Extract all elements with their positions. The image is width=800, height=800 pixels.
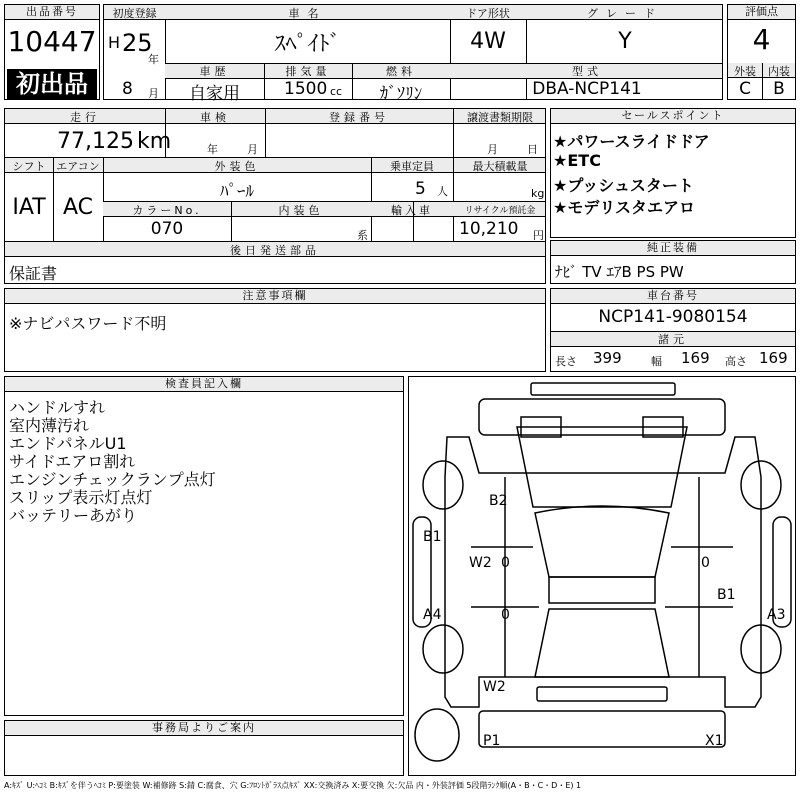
lot-number-label: 出品番号 bbox=[5, 5, 99, 20]
capacity-unit: 人 bbox=[437, 185, 448, 198]
interior-label: 内装 bbox=[768, 65, 790, 78]
inspector-note: スリップ表示灯点灯 bbox=[9, 488, 153, 507]
mark-zero: 0 bbox=[701, 555, 710, 571]
shift-label: シフト bbox=[12, 160, 46, 173]
selling-point: ★モデリスタエアロ bbox=[553, 198, 696, 217]
wheel-front-left-shape bbox=[423, 461, 463, 509]
front-panel-shape bbox=[479, 399, 725, 435]
mileage-label: 走行 bbox=[70, 111, 100, 124]
chassis-number: NCP141-9080154 bbox=[598, 307, 748, 327]
inspector-note: エンジンチェックランプ点灯 bbox=[9, 470, 216, 489]
shift: IAT bbox=[12, 195, 46, 220]
selling-points-box bbox=[550, 108, 796, 238]
windshield-shape bbox=[535, 506, 669, 577]
length-value: 399 bbox=[593, 349, 622, 367]
height-label: 高さ bbox=[725, 355, 747, 368]
inspection-year-unit: 年 bbox=[207, 143, 218, 156]
selling-point: ★パワースライドドア bbox=[553, 132, 710, 151]
mark-w2-front: W2 bbox=[469, 555, 492, 571]
displacement-unit: cc bbox=[330, 85, 343, 98]
rear-bumper-shape bbox=[537, 687, 667, 701]
load-label: 最大積載量 bbox=[472, 160, 528, 173]
first-reg-label: 初度登録 bbox=[112, 7, 157, 20]
car-name-label: 車名 bbox=[288, 7, 327, 20]
recycle-label: リサイクル預託金 bbox=[464, 206, 536, 216]
model-code: DBA-NCP141 bbox=[532, 79, 642, 99]
later-parts-label: 後日発送部品 bbox=[230, 244, 320, 257]
equipment-items: ﾅﾋﾞ TV ｴｱB PS PW bbox=[555, 263, 684, 281]
mark-a3: A3 bbox=[767, 607, 786, 623]
grade-label: グレード bbox=[587, 7, 663, 20]
legend: A:ｷｽﾞ U:ﾍｺﾐ B:ｷｽﾞを伴うﾍｺﾐ P:要塗装 W:補修跡 S:錆 C:腐食、穴 G:ﾌﾛﾝﾄｶﾞﾗｽ点ｷｽﾞ XX:交換済み X:要交換 欠:欠品 内・外装評価 5段階ﾗﾝｸ順(A・B・C・D・E) 1 bbox=[4, 781, 582, 790]
mark-a4: A4 bbox=[423, 607, 442, 623]
ac-label: エアコン bbox=[56, 160, 100, 173]
inspector-note: ハンドルすれ bbox=[9, 398, 106, 417]
import-label: 輸入車 bbox=[391, 204, 433, 217]
color-number: 070 bbox=[150, 219, 184, 239]
selling-point: ★ETC bbox=[553, 151, 601, 170]
inspector-note: バッテリーあがり bbox=[9, 506, 138, 525]
door-label: ドア形状 bbox=[466, 7, 510, 20]
air-conditioner: AC bbox=[62, 195, 94, 220]
inspection-month-unit: 月 bbox=[247, 143, 258, 156]
car-outline-diagram bbox=[409, 377, 795, 775]
reg-month: 8 bbox=[122, 79, 133, 99]
interior-color-label: 内装色 bbox=[278, 204, 324, 217]
selling-points-label: セールスポイント bbox=[551, 109, 795, 124]
color-label: 外装色 bbox=[214, 160, 260, 173]
office-box bbox=[4, 720, 404, 776]
inspector-label: 検査員記入欄 bbox=[5, 377, 403, 392]
dims-label: 諸元 bbox=[658, 333, 688, 346]
overall-score: 4 bbox=[752, 23, 771, 56]
body-outline-shape bbox=[445, 437, 761, 707]
exterior-label: 外装 bbox=[734, 65, 756, 78]
interior-score: B bbox=[773, 79, 785, 99]
displacement: 1500 bbox=[284, 79, 328, 99]
rear-panel-shape bbox=[479, 711, 725, 747]
inspector-note: 室内薄汚れ bbox=[9, 416, 90, 435]
vehicle-info-box bbox=[103, 4, 723, 104]
mark-zero: 0 bbox=[501, 607, 510, 623]
roof-shape bbox=[549, 577, 655, 603]
car-name: ｽﾍﾟｲﾄﾞ bbox=[274, 32, 341, 57]
inspection-label: 車検 bbox=[200, 111, 230, 124]
chassis-label: 車台番号 bbox=[551, 289, 795, 304]
mark-b2: B2 bbox=[489, 493, 508, 509]
reg-year: 25 bbox=[122, 29, 153, 57]
equipment-box bbox=[550, 240, 796, 284]
mileage-unit: km bbox=[137, 129, 172, 154]
door-type: 4W bbox=[470, 29, 506, 54]
wheel-rear-left-shape bbox=[423, 625, 463, 673]
recycle-unit: 円 bbox=[533, 229, 544, 242]
chassis-box bbox=[550, 288, 796, 372]
inspector-box bbox=[4, 376, 404, 716]
mark-b1-left: B1 bbox=[423, 529, 442, 545]
fuel-type: ｶﾞｿﾘﾝ bbox=[379, 84, 423, 104]
era: H bbox=[108, 33, 121, 52]
rear-window-shape bbox=[535, 609, 669, 677]
capacity-label: 乗車定員 bbox=[390, 160, 434, 173]
exterior-score: C bbox=[739, 79, 751, 99]
office-label: 事務局よりご案内 bbox=[5, 721, 403, 736]
transfer-day-unit: 日 bbox=[527, 143, 538, 156]
fuel-label: 燃料 bbox=[386, 65, 416, 78]
displacement-label: 排気量 bbox=[285, 65, 331, 78]
lot-number: 10447 bbox=[7, 25, 97, 58]
load-unit: kg bbox=[531, 187, 545, 200]
mark-p1: P1 bbox=[483, 733, 501, 749]
transfer-month-unit: 月 bbox=[487, 143, 498, 156]
recycle-deposit: 10,210 bbox=[459, 219, 519, 239]
capacity: 5 bbox=[415, 179, 426, 199]
front-bumper-shape bbox=[531, 383, 675, 395]
interior-color-unit: 系 bbox=[357, 229, 368, 242]
inspector-note: エンドパネルU1 bbox=[9, 434, 127, 453]
details-box bbox=[4, 108, 546, 284]
year-unit: 年 bbox=[148, 53, 159, 66]
score-box bbox=[727, 4, 796, 100]
equipment-label: 純正装備 bbox=[551, 241, 795, 256]
mark-zero: 0 bbox=[501, 555, 510, 571]
caution-box bbox=[4, 288, 546, 372]
mark-x1: X1 bbox=[705, 733, 724, 749]
mileage: 77,125 bbox=[57, 129, 134, 154]
exterior-color: ﾊﾟｰﾙ bbox=[220, 182, 254, 202]
inspector-note: サイドエアロ割れ bbox=[9, 452, 136, 471]
length-label: 長さ bbox=[555, 355, 577, 368]
transfer-label: 譲渡書類期限 bbox=[467, 111, 533, 124]
selling-point: ★プッシュスタート bbox=[553, 176, 694, 195]
caution-label: 注意事項欄 bbox=[5, 289, 545, 304]
history-label: 車歴 bbox=[199, 65, 230, 78]
mark-b1-right: B1 bbox=[717, 587, 736, 603]
reg-number-label: 登録番号 bbox=[329, 111, 389, 124]
later-parts-item: 保証書 bbox=[9, 264, 58, 283]
height-value: 169 bbox=[759, 349, 788, 367]
grade: Y bbox=[618, 29, 632, 54]
width-label: 幅 bbox=[651, 355, 662, 368]
first-listing-badge: 初出品 bbox=[7, 69, 97, 99]
mark-w2-rear: W2 bbox=[483, 679, 506, 695]
score-label: 評価点 bbox=[728, 5, 795, 20]
hood-shape bbox=[517, 427, 687, 507]
width-value: 169 bbox=[681, 349, 710, 367]
model-label: 型式 bbox=[572, 65, 602, 78]
lot-number-box bbox=[4, 4, 100, 100]
spare-tire-shape bbox=[415, 709, 459, 761]
caution-text: ※ナビパスワード不明 bbox=[9, 314, 167, 333]
color-no-label: カラーNo. bbox=[132, 204, 202, 217]
vehicle-history: 自家用 bbox=[189, 84, 240, 104]
month-unit: 月 bbox=[148, 87, 159, 100]
damage-diagram bbox=[408, 376, 796, 776]
